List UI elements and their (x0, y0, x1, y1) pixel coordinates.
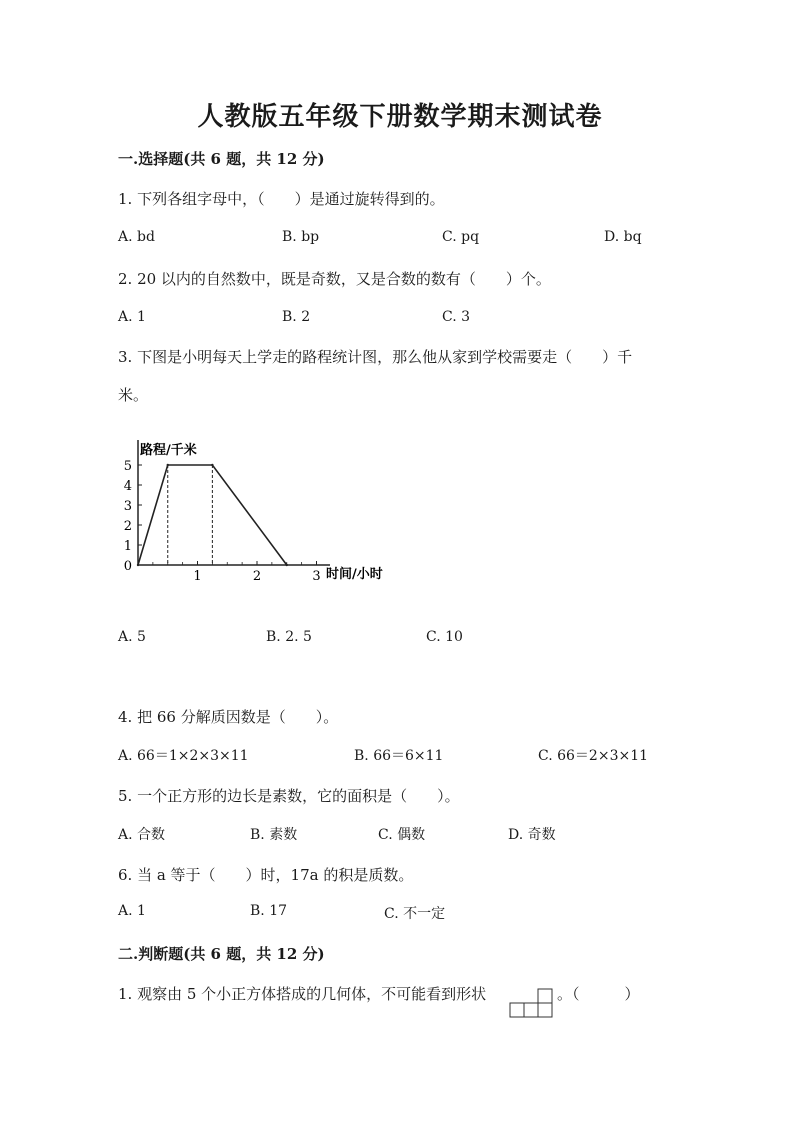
question-2-option-c: C. 3 (442, 309, 471, 325)
distance-time-chart (118, 432, 398, 592)
distance-data-point (211, 464, 213, 466)
question-4-option-b: B. 66＝6×11 (354, 748, 444, 764)
question-6-option-b: B. 17 (250, 903, 288, 919)
question-1-stem: 1. 下列各组字母中，（ ）是通过旋转得到的。 (118, 190, 445, 208)
distance-data-point (167, 464, 169, 466)
y-tick-label: 0 (123, 559, 132, 574)
y-tick-label: 1 (123, 539, 132, 554)
question-1-option-d: D. bq (604, 229, 642, 245)
x-tick-label: 2 (252, 569, 262, 584)
question-5-option-c: C. 偶数 (378, 827, 426, 843)
question-3-stem-line2: 米。 (118, 386, 149, 404)
page-title: 人教版五年级下册数学期末测试卷 (197, 102, 603, 132)
y-tick-label: 2 (123, 519, 132, 534)
y-axis-label: 路程/千米 (140, 443, 197, 458)
question-3-stem-line1: 3. 下图是小明每天上学走的路程统计图，那么他从家到学校需要走（ ）千 (118, 348, 633, 366)
question-6-stem: 6. 当 a 等于（ ）时，17a 的积是质数。 (118, 866, 414, 884)
question-4-stem: 4. 把 66 分解质因数是（ ）。 (118, 708, 339, 726)
question-3-option-a: A. 5 (118, 629, 146, 645)
question-6-option-c: C. 不一定 (384, 906, 446, 922)
section-heading-judgement: 二.判断题(共 6 题，共 12 分) (118, 945, 325, 963)
question-1-option-c: C. pq (442, 229, 480, 245)
distance-data-point (137, 564, 139, 566)
question-2-option-b: B. 2 (282, 309, 311, 325)
section-heading-choice: 一.选择题(共 6 题，共 12 分) (118, 150, 325, 168)
x-axis-label: 时间/小时 (326, 567, 383, 582)
question-3-option-c: C. 10 (426, 629, 463, 645)
y-tick-label: 5 (123, 459, 132, 474)
y-tick-label: 3 (123, 499, 132, 514)
question-5-option-a: A. 合数 (118, 827, 166, 843)
judgement-1-tail: 。（ ） (557, 985, 640, 1003)
question-1-option-b: B. bp (282, 229, 320, 245)
distance-data-point (286, 564, 288, 566)
question-2-option-a: A. 1 (118, 309, 146, 325)
question-2-stem: 2. 20 以内的自然数中，既是奇数，又是合数的数有（ ）个。 (118, 270, 551, 288)
cube-view-shape-figure (509, 986, 555, 1020)
question-5-option-d: D. 奇数 (508, 827, 556, 843)
x-tick-label: 3 (312, 569, 321, 584)
question-4-option-c: C. 66＝2×3×11 (538, 748, 649, 764)
y-tick-label: 4 (123, 479, 132, 494)
question-3-option-b: B. 2. 5 (266, 629, 312, 645)
question-1-option-a: A. bd (118, 229, 155, 245)
question-5-option-b: B. 素数 (250, 827, 298, 843)
question-6-option-a: A. 1 (118, 903, 146, 919)
question-5-stem: 5. 一个正方形的边长是素数，它的面积是（ ）。 (118, 787, 460, 805)
x-tick-label: 1 (193, 569, 202, 584)
judgement-1-stem: 1. 观察由 5 个小正方体搭成的几何体，不可能看到形状 (118, 985, 487, 1003)
question-4-option-a: A. 66＝1×2×3×11 (118, 748, 249, 764)
